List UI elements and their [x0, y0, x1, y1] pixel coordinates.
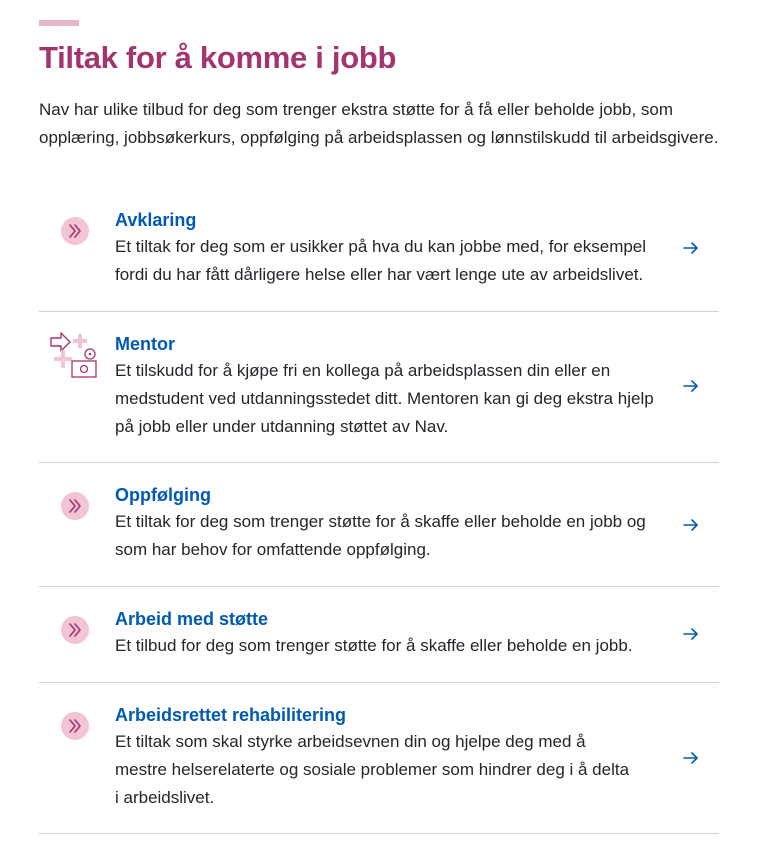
- chevron-circle-icon: [59, 490, 91, 522]
- list-item-arbeidsrettet-rehabilitering[interactable]: [39, 683, 719, 834]
- item-body: [115, 703, 635, 812]
- item-description: Et tilbud for deg som trenger støtte for å skaffe eller beholde en jobb.: [115, 636, 633, 655]
- list-item-avklaring[interactable]: [39, 188, 719, 312]
- arrow-right-icon: [681, 748, 701, 768]
- page-title: Tiltak for å komme i jobb: [39, 40, 397, 75]
- item-description: Et tiltak for deg som er usikker på hva du kan jobbe med, for eksempel fordi du har fått dårligere helse eller har vært lenge ute av arbeidslivet.: [115, 237, 647, 284]
- mentor-illustration-icon: [49, 332, 99, 380]
- chevron-circle-icon: [59, 614, 91, 646]
- arrow-right-icon: [681, 238, 701, 258]
- item-body: [115, 332, 655, 441]
- item-title[interactable]: Avklaring: [115, 210, 197, 230]
- page-intro: Nav har ulike tilbud for deg som trenger ekstra støtte for å få eller beholde jobb, som opplæring, jobbsøkerkurs, oppfølging på arbeidsplassen og lønnstilskudd til arbeidsgivere.: [39, 100, 719, 147]
- measures-list: [39, 188, 719, 834]
- item-title[interactable]: Mentor: [115, 334, 175, 354]
- chevron-circle-icon: [59, 710, 91, 742]
- item-body: [115, 607, 655, 660]
- arrow-right-icon: [681, 624, 701, 644]
- item-body: [115, 208, 655, 289]
- item-title[interactable]: Arbeidsrettet rehabilitering: [115, 705, 347, 725]
- item-title[interactable]: Arbeid med støtte: [115, 609, 269, 629]
- item-description: Et tilskudd for å kjøpe fri en kollega på arbeidsplassen din eller en medstudent ved utdanningsstedet ditt. Mentoren kan gi deg ekstra hjelp på jobb eller under utdanning støttet av Nav.: [115, 361, 654, 436]
- arrow-right-icon: [681, 515, 701, 535]
- item-description: Et tiltak for deg som trenger støtte for å skaffe eller beholde en jobb og som har behov for omfattende oppfølging.: [115, 512, 646, 559]
- list-item-mentor[interactable]: [39, 312, 719, 463]
- chevron-circle-icon: [59, 215, 91, 247]
- list-item-arbeid-med-stotte[interactable]: [39, 587, 719, 683]
- item-description: Et tiltak som skal styrke arbeidsevnen din og hjelpe deg med å mestre helserelaterte og sosiale problemer som hindrer deg i å delta i arbeidslivet.: [115, 732, 630, 807]
- title-accent-bar: [39, 20, 79, 26]
- arrow-right-icon: [681, 376, 701, 396]
- list-item-oppfolging[interactable]: [39, 463, 719, 587]
- item-body: [115, 483, 655, 564]
- item-title[interactable]: Oppfølging: [115, 485, 211, 505]
